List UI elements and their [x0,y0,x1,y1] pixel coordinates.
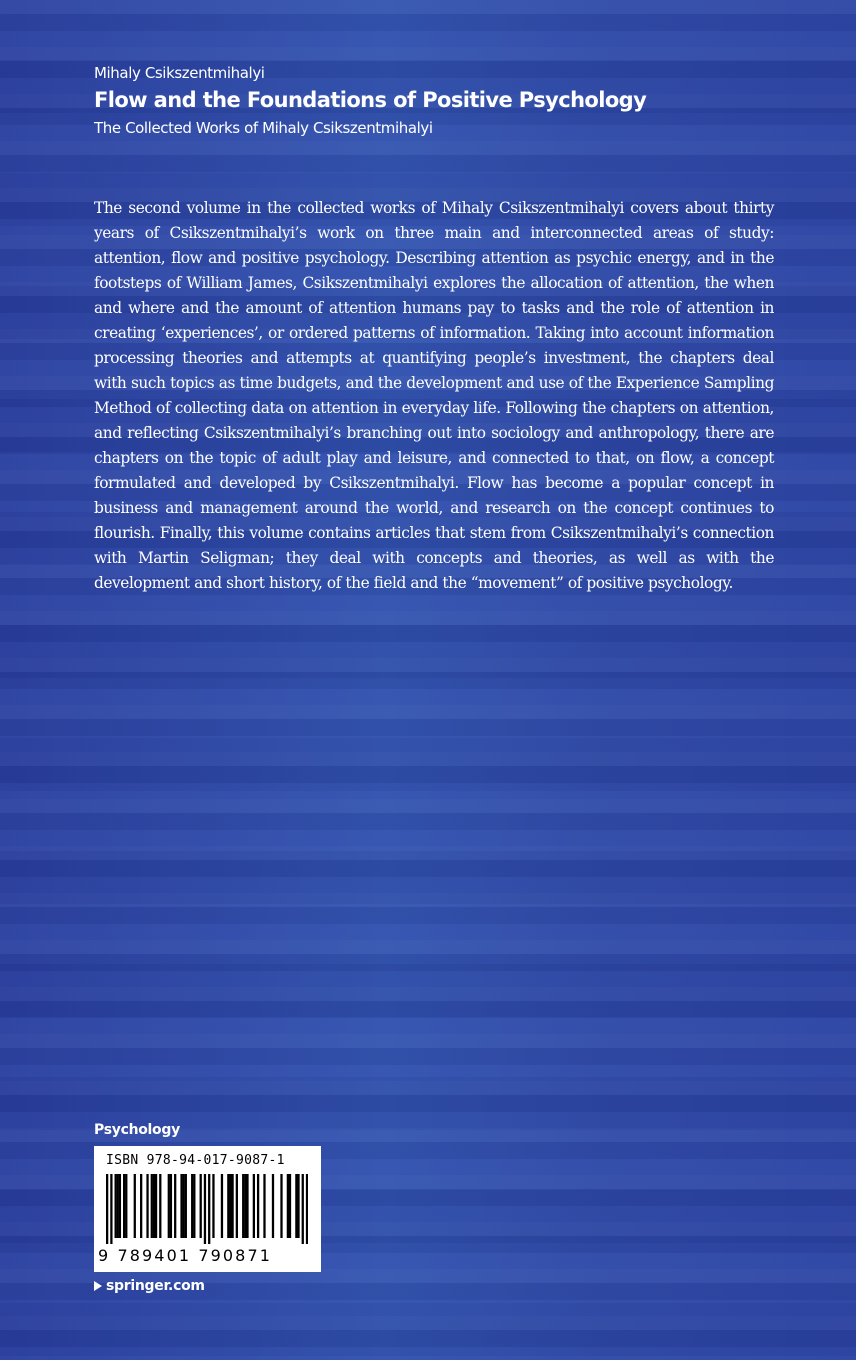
barcode-bar [253,1174,255,1238]
barcode-bar [297,1174,299,1238]
barcode-bar [117,1174,119,1238]
barcode-bar [212,1174,214,1238]
barcode-guard-bar [306,1174,308,1244]
barcode-bar [242,1174,244,1238]
website-label: springer.com [106,1278,205,1294]
book-title: Flow and the Foundations of Positive Psychology [94,88,647,112]
barcode-bar [153,1174,155,1238]
header-block [94,62,814,139]
barcode-bar [272,1174,274,1238]
barcode-guard-bar [110,1174,112,1244]
book-subtitle: The Collected Works of Mihaly Csikszentmihalyi [94,119,433,137]
barcode-bar [183,1174,185,1238]
barcode-guard-bar [204,1174,206,1244]
barcode-bar [180,1174,182,1238]
barcode-bar [185,1174,187,1238]
barcode-bar [151,1174,153,1238]
barcode-bar [229,1174,231,1238]
triangle-right-icon [94,1281,102,1291]
barcode-bar [289,1174,291,1238]
barcode-bar [159,1174,161,1238]
barcode-bar [193,1174,195,1238]
barcode-panel [94,1146,321,1272]
barcode-bar [168,1174,170,1238]
barcode-guard-bar [106,1174,108,1244]
barcode-bar [200,1174,202,1238]
barcode [106,1174,308,1244]
barcode-bar [287,1174,289,1238]
barcode-bar [221,1174,223,1238]
barcode-guard-bar [302,1174,304,1244]
barcode-bar [257,1174,259,1238]
barcode-bar [191,1174,193,1238]
barcode-bar [115,1174,117,1238]
subject-category: Psychology [94,1122,180,1138]
barcode-bar [174,1174,176,1238]
barcode-bar [244,1174,246,1238]
barcode-bar [123,1174,125,1238]
barcode-bar [119,1174,121,1238]
barcode-bar [170,1174,172,1238]
barcode-bar [146,1174,148,1238]
barcode-bar [140,1174,142,1238]
barcode-bar [246,1174,248,1238]
barcode-bar [134,1174,136,1238]
barcode-guard-bar [208,1174,210,1244]
isbn-label: ISBN 978-94-017-9087-1 [106,1153,285,1168]
ean-digits: 9 789401 790871 [98,1246,273,1265]
barcode-bar [263,1174,265,1238]
book-description: The second volume in the collected works of Mihaly Csikszentmihalyi covers about thirty years of Csikszentmihalyi’s work on three main and interconnected areas of study: attention, flow and positive psychology. Describing attention as psychic energy, and in the footsteps of William James, Csikszentmihalyi explores the allocation of attention, the when and where and the amount of attention humans pay to tasks and the role of attention in creating ‘experiences’, or ordered patterns of information. Taking into account information processing theories and attempts at quantifying people’s investment, the chapters deal with such topics as time budgets, and the development and use of the Experience Sampling Method of collecting data on attention in everyday life. Following the chapters on attention, and reflecting Csikszentmihalyi’s branching out into sociology and anthropology, there are chapters on the topic of adult play and leisure, and connected to that, on flow, a concept formulated and developed by Csikszentmihalyi. Flow has become a popular concept in business and management around the world, and research on the concept continues to flourish. Finally, this volume contains articles that stem from Csikszentmihalyi’s connection with Martin Seligman; they deal with concepts and theories, as well as with the development and short history, of the field and the “movement” of positive psychology. [94,199,774,592]
barcode-bar [280,1174,282,1238]
barcode-bar [155,1174,157,1238]
barcode-bar [295,1174,297,1238]
barcode-bar [125,1174,127,1238]
barcode-bar [231,1174,233,1238]
website-link[interactable] [94,1276,205,1296]
barcode-bar [227,1174,229,1238]
barcode-bar [236,1174,238,1238]
author-name: Mihaly Csikszentmihalyi [94,64,265,82]
